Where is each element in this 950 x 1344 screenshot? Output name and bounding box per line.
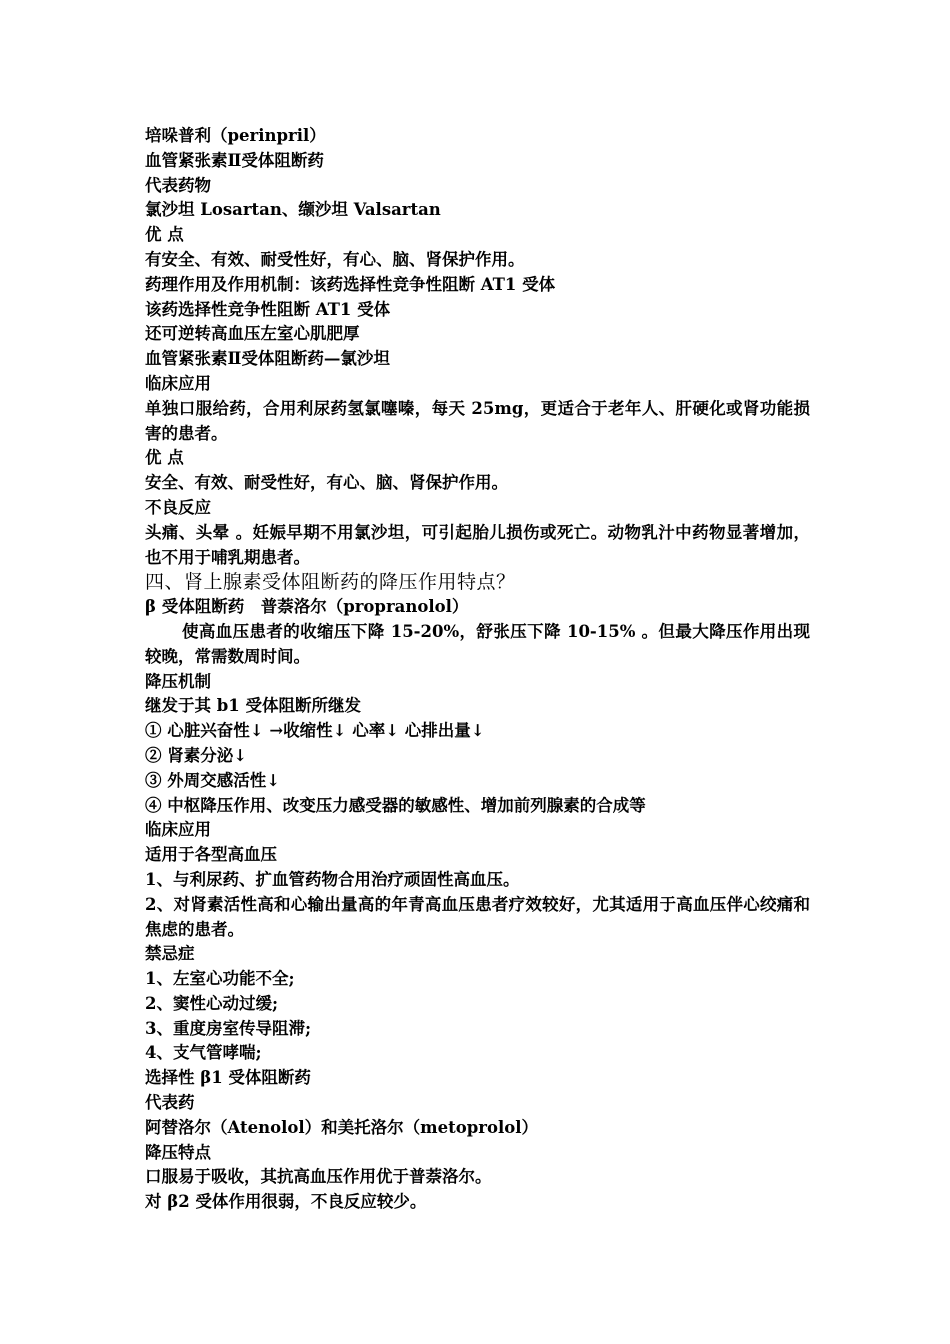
label-representative-drugs: 代表药物: [145, 175, 211, 195]
mechanism-item-1: ① 心脏兴奋性↓ →收缩性↓ 心率↓ 心排出量↓: [145, 721, 485, 741]
mechanism-intro: 继发于其 b1 受体阻断所继发: [145, 696, 362, 716]
advantages-text-2: 安全、有效、耐受性好，有心、脑、肾保护作用。: [145, 473, 508, 493]
clinical-use-paragraph: 单独口服给药，合用利尿药氢氯噻嗪，每天 25mg，更适合于老年人、肝硬化或肾功能损害的患者。: [145, 398, 810, 443]
label-advantages: 优 点: [145, 225, 184, 245]
mechanism-text-2: 还可逆转高血压左室心肌肥厚: [145, 324, 360, 344]
section-title-arb: 血管紧张素Ⅱ受体阻断药: [145, 150, 324, 170]
contraindication-item-4: 4、支气管哮喘;: [145, 1043, 262, 1063]
drug-names-atenolol-metoprolol: 阿替洛尔（Atenolol）和美托洛尔（metoprolol）: [145, 1117, 539, 1137]
mechanism-item-4: ④ 中枢降压作用、改变压力感受器的敏感性、增加前列腺素的合成等: [145, 795, 646, 815]
propranolol-effect-paragraph: 使高血压患者的收缩压下降 15-20%，舒张压下降 10-15% 。但最大降压作用出现较晚，常需数周时间。: [145, 621, 810, 666]
drug-name-perindopril: 培哚普利（perinpril）: [145, 126, 326, 145]
feature-item-1: 口服易于吸收，其抗高血压作用优于普萘洛尔。: [145, 1167, 492, 1187]
indication-item-2: 2、对肾素活性高和心输出量高的年青高血压患者疗效较好，尤其适用于高血压伴心绞痛和焦虑的患者。: [145, 894, 810, 939]
pharmacology-mechanism: 药理作用及作用机制：该药选择性竞争性阻断 AT1 受体: [145, 274, 556, 294]
drug-names-losartan-valsartan: 氯沙坦 Losartan、缬沙坦 Valsartan: [145, 200, 441, 220]
mechanism-item-3: ③ 外周交感活性↓: [145, 770, 281, 790]
label-clinical-use: 临床应用: [145, 373, 211, 393]
advantages-text: 有安全、有效、耐受性好，有心、脑、肾保护作用。: [145, 249, 525, 269]
section-title-losartan: 血管紧张素Ⅱ受体阻断药—氯沙坦: [145, 349, 390, 369]
adverse-reactions-paragraph: 头痛、头晕 。妊娠早期不用氯沙坦，可引起胎儿损伤或死亡。动物乳汁中药物显著增加，也不用于哺乳期患者。: [145, 522, 810, 567]
label-representative-drug: 代表药: [145, 1093, 195, 1113]
contraindication-item-3: 3、重度房室传导阻滞;: [145, 1018, 312, 1038]
mechanism-text: 该药选择性竞争性阻断 AT1 受体: [145, 299, 391, 319]
label-contraindications: 禁忌症: [145, 944, 195, 964]
contraindication-item-1: 1、左室心功能不全;: [145, 969, 295, 989]
mechanism-item-2: ② 肾素分泌↓: [145, 745, 248, 765]
feature-item-2: 对 β2 受体作用很弱，不良反应较少。: [145, 1192, 427, 1212]
section-heading-four: 四、肾上腺素受体阻断药的降压作用特点？: [145, 571, 516, 594]
document-page: [145, 124, 810, 1215]
label-bp-lowering-features: 降压特点: [145, 1142, 211, 1162]
label-adverse-reactions: 不良反应: [145, 497, 211, 517]
section-title-selective-beta1: 选择性 β1 受体阻断药: [145, 1068, 311, 1088]
contraindication-item-2: 2、窦性心动过缓;: [145, 993, 279, 1013]
indication-text: 适用于各型高血压: [145, 845, 277, 865]
beta-blocker-propranolol: β 受体阻断药 普萘洛尔（propranolol）: [145, 597, 469, 617]
label-mechanism: 降压机制: [145, 671, 211, 691]
indication-item-1: 1、与利尿药、扩血管药物合用治疗顽固性高血压。: [145, 869, 520, 889]
label-clinical-use-2: 临床应用: [145, 820, 211, 840]
label-advantages-2: 优 点: [145, 448, 184, 468]
